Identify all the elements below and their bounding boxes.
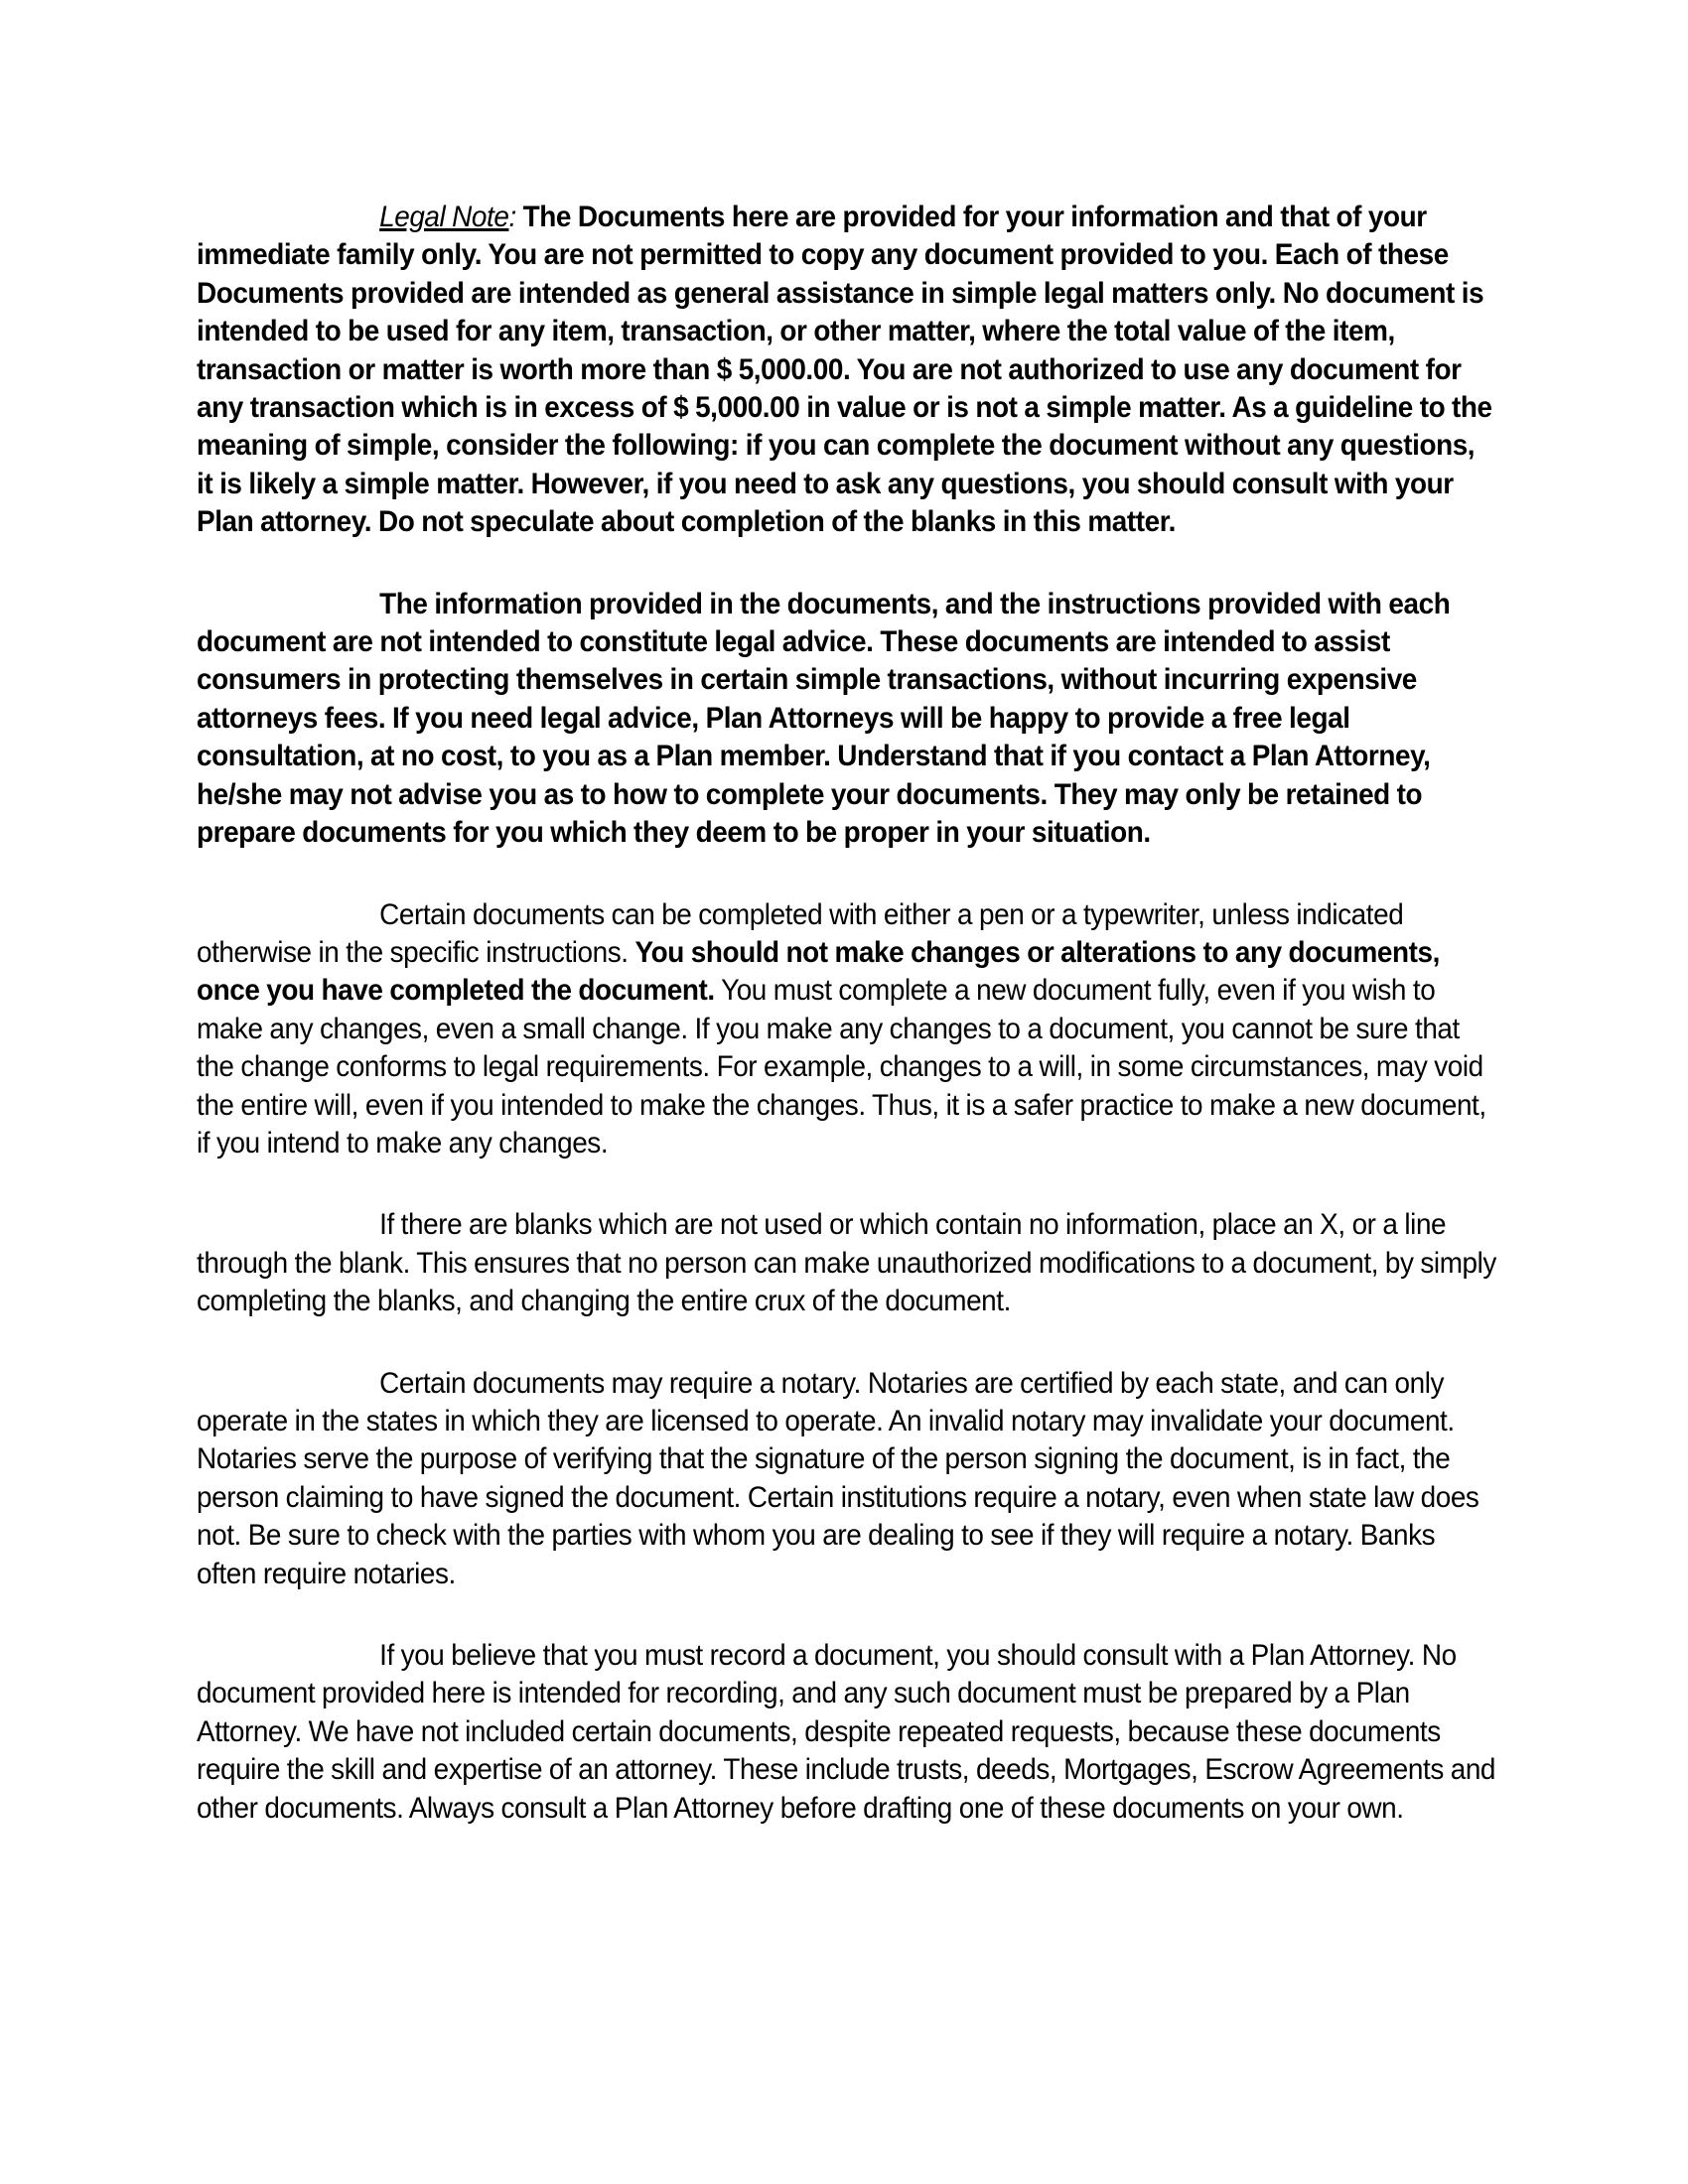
legal-note-paragraph (197, 199, 1496, 542)
notary-paragraph: Certain documents may require a notary. Notaries are certified by each state, and can only operate in the states in which they are licensed to operate. An invalid notary may invalidate your document. Notaries serve the purpose of verifying that the signature of the person signing the document, is in fact, the person claiming to have signed the document. Certain institutions require a notary, even when state law does not. Be sure to check with the parties with whom you are dealing to see if they will require a notary. Banks often require notaries. (197, 1366, 1479, 1590)
document-page (197, 199, 1497, 1871)
legal-note-colon: : (508, 201, 516, 233)
completion-rest-text: You must complete a new document fully, even if you wish to make any changes, even a small change. If you make any changes to a document, you cannot be sure that the change conforms to legal requirements. For example, changes to a will, in some circumstances, may void the entire will, even if you intended to make the changes. Thus, it is a safer practice to make a new document, if you intend to make any changes. (197, 974, 1486, 1160)
blanks-paragraph: If there are blanks which are not used or which contain no information, place an X, or a line through the blank. This ensures that no person can make unauthorized modifications to a document, by simply completing the blanks, and changing the entire crux of the document. (197, 1208, 1496, 1318)
recording-paragraph: If you believe that you must record a document, you should consult with a Plan Attorney. No document provided here is intended for recording, and any such document must be prepared by a Plan Attorney. We have not included certain documents, despite repeated requests, because these documents require the skill and expertise of an attorney. These include trusts, deeds, Mortgages, Escrow Agreements and other documents. Always consult a Plan Attorney before drafting one of these documents on your own. (197, 1639, 1496, 1825)
completion-instructions-paragraph (197, 896, 1496, 1163)
legal-note-label: Legal Note (379, 201, 509, 233)
legal-advice-paragraph: The information provided in the documents, and the instructions provided with each document are not intended to constitute legal advice. These documents are intended to assist consumers in protecting themselves in certain simple transactions, without incurring expensive attorneys fees. If you need legal advice, Plan Attorneys will be happy to provide a free legal consultation, at no cost, to you as a Plan member. Understand that if you contact a Plan Attorney, he/she may not advise you as to how to complete your documents. They may only be retained to prepare documents for you which they deem to be proper in your situation. (197, 587, 1451, 850)
legal-note-text: The Documents here are provided for your information and that of your immediate family only. You are not permitted to copy any document provided to you. Each of these Documents provided are intended as general assistance in simple legal matters only. No document is intended to be used for any item, transaction, or other matter, where the total value of the item, transaction or matter is worth more than $ 5,000.00. You are not authorized to use any document for any transaction which is in excess of $ 5,000.00 in value or is not a simple matter. As a guideline to the meaning of simple, consider the following: if you can complete the document without any questions, it is likely a simple matter. However, if you need to ask any questions, you should consult with your Plan attorney. Do not speculate about completion of the blanks in this matter. (197, 201, 1492, 539)
completion-intro-text: Certain documents can be completed with either a pen or a typewriter, unless indicated otherwise in the specific instructions. (197, 897, 1404, 969)
completion-warning-text: You should not make changes or alterations to any documents, once you have completed the document. (197, 935, 1440, 1008)
